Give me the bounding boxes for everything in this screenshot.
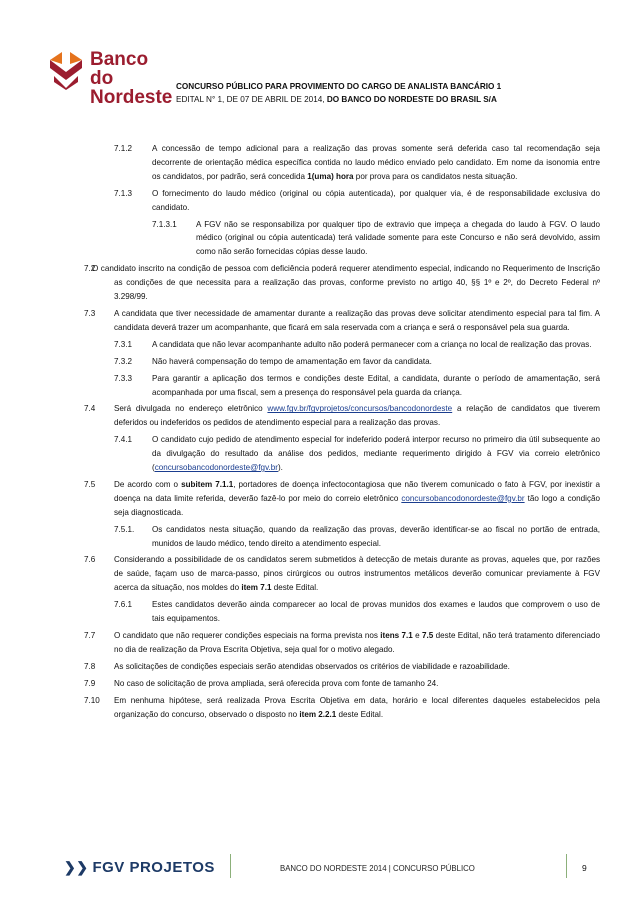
- footer-divider-left: [230, 854, 231, 878]
- logo-line2: Nordeste: [90, 87, 173, 108]
- header-title: CONCURSO PÚBLICO PARA PROVIMENTO DO CARGO DE ANALISTA BANCÁRIO 1: [176, 82, 502, 91]
- item-7-5: 7.5 De acordo com o subitem 7.1.1, portadores de doença infectocontagiosa que não tiverem comunicado o fato à FGV, por inexistir a doença na data limite referida, deverão fazê-lo por meio do correio eletrônico concursobancodonordeste@fgv.br tão logo a condição seja diagnosticada.: [84, 479, 600, 517]
- page-footer: [0, 848, 638, 888]
- item-7-10: 7.10 Em nenhuma hipótese, será realizada Prova Escrita Objetiva em data, horário e local diferentes daqueles estabelecidos pela organização do concurso, observado o disposto no item 2.2.1 deste Edital.: [84, 695, 600, 719]
- item-7-6: 7.6 Considerando a possibilidade de os candidatos serem submetidos à detecção de metais durante as provas, aqueles que, por razões de saúde, façam uso de marca-passo, pinos cirúrgicos ou outros instrumentos metálicos deverão comunicar previamente à FGV acerca da situação, nos moldes do item 7.1 deste Edital.: [84, 555, 600, 593]
- item-7-7: 7.7 O candidato que não requerer condições especiais na forma prevista nos itens 7.1 e 7.5 deste Edital, não terá tratamento diferenciado no dia de realização da Prova Escrita Objetiva, seja qual for o motivo alegado.: [84, 631, 600, 654]
- item-7-5-1: 7.5.1. Os candidatos nesta situação, quando da realização das provas, deverão identificar-se ao fiscal no portão de entrada, munidos de laudo médico, tendo direito a atendimento especial.: [114, 524, 600, 548]
- fgv-concursos-link[interactable]: www.fgv.br/fgvprojetos/concursos/bancodonordeste: [267, 404, 453, 414]
- email-link-2[interactable]: concursobancodonordeste@fgv.br: [401, 493, 525, 503]
- banco-logo-icon: [48, 50, 84, 90]
- fgv-chevron-icon: ❯❯: [64, 859, 89, 875]
- document-body: [84, 142, 600, 721]
- item-7-4: 7.4 Será divulgada no endereço eletrônico www.fgv.br/fgvprojetos/concursos/bancodonordeste a relação de candidatos que tiverem deferidos ou indeferidos os pedidos de atendimento especial para a realização das provas.: [84, 404, 601, 428]
- item-7-3-1: 7.3.1 A candidata que não levar acompanhante adulto não poderá permanecer com a criança no local de realização das provas.: [114, 339, 592, 349]
- fgv-projetos-logo: ❯❯ FGV PROJETOS: [64, 859, 215, 876]
- item-7-4-1: 7.4.1 O candidato cujo pedido de atendimento especial for indeferido poderá interpor recurso no primeiro dia útil subsequente ao da divulgação do resultado da análise dos pedidos, mediante requerimento dirigido à FGV via correio eletrônico (concursobancodonordeste@fgv.br).: [114, 435, 600, 473]
- email-link[interactable]: concursobancodonordeste@fgv.br: [154, 463, 278, 473]
- document-header: [176, 80, 501, 106]
- item-7-1-3-1: 7.1.3.1 A FGV não se responsabiliza por qualquer tipo de extravio que impeça a chegada do laudo à FGV. O laudo médico (original ou cópia autenticada) terá validade somente para este Concurso e não será devolvido, assim como não serão fornecidas cópias desse laudo.: [152, 219, 600, 257]
- item-7-3-3: 7.3.3 Para garantir a aplicação dos termos e condições deste Edital, a candidata, durante o período de amamentação, será acompanhada por uma fiscal, sem a presença do responsável pela guarda da criança.: [114, 373, 600, 397]
- item-7-6-1: 7.6.1 Estes candidatos deverão ainda comparecer ao local de provas munidos dos exames e laudos que comprovem o uso de tais equipamentos.: [114, 600, 600, 624]
- item-7-1-3: 7.1.3 O fornecimento do laudo médico (original ou cópia autenticada), por qualquer via, é de responsabilidade exclusiva do candidato.: [114, 188, 600, 212]
- banco-do-nordeste-logo: [48, 48, 173, 108]
- item-7-2: 7.2 O candidato inscrito na condição de pessoa com deficiência poderá requerer atendimento especial, indicando no Requerimento de Inscrição as condições de que necessita para a realização das provas, conforme previsto no artigo 40, §§ 1º e 2º, do Decreto Federal nº 3.298/99.: [84, 264, 600, 302]
- item-7-1-2: 7.1.2 A concessão de tempo adicional para a realização das provas somente será deferida caso tal recomendação seja decorrente de orientação médica específica contida no laudo médico enviado pelo candidato. Em nome da isonomia entre os candidatos, por padrão, será concedida 1(uma) hora por prova para os candidatos nesta situação.: [114, 144, 600, 181]
- header-subtitle: EDITAL N° 1, DE 07 DE ABRIL DE 2014, DO BANCO DO NORDESTE DO BRASIL S/A: [176, 95, 497, 104]
- item-7-3: 7.3 A candidata que tiver necessidade de amamentar durante a realização das provas deve solicitar atendimento especial para tal fim. A candidata deverá trazer um acompanhante, que ficará em sala reservada com a criança e será o responsável pela sua guarda.: [84, 308, 600, 332]
- page-number: 9: [582, 863, 587, 873]
- item-7-9: 7.9 No caso de solicitação de prova ampliada, será oferecida prova com fonte de tamanho 24.: [84, 678, 439, 688]
- footer-center-text: BANCO DO NORDESTE 2014 | CONCURSO PÚBLICO: [280, 864, 475, 873]
- logo-line1: Banco do: [90, 49, 149, 89]
- item-7-3-2: 7.3.2 Não haverá compensação do tempo de amamentação em favor da candidata.: [114, 356, 432, 366]
- item-7-8: 7.8 As solicitações de condições especiais serão atendidas observados os critérios de viabilidade e razoabilidade.: [84, 661, 510, 671]
- footer-divider-right: [566, 854, 567, 878]
